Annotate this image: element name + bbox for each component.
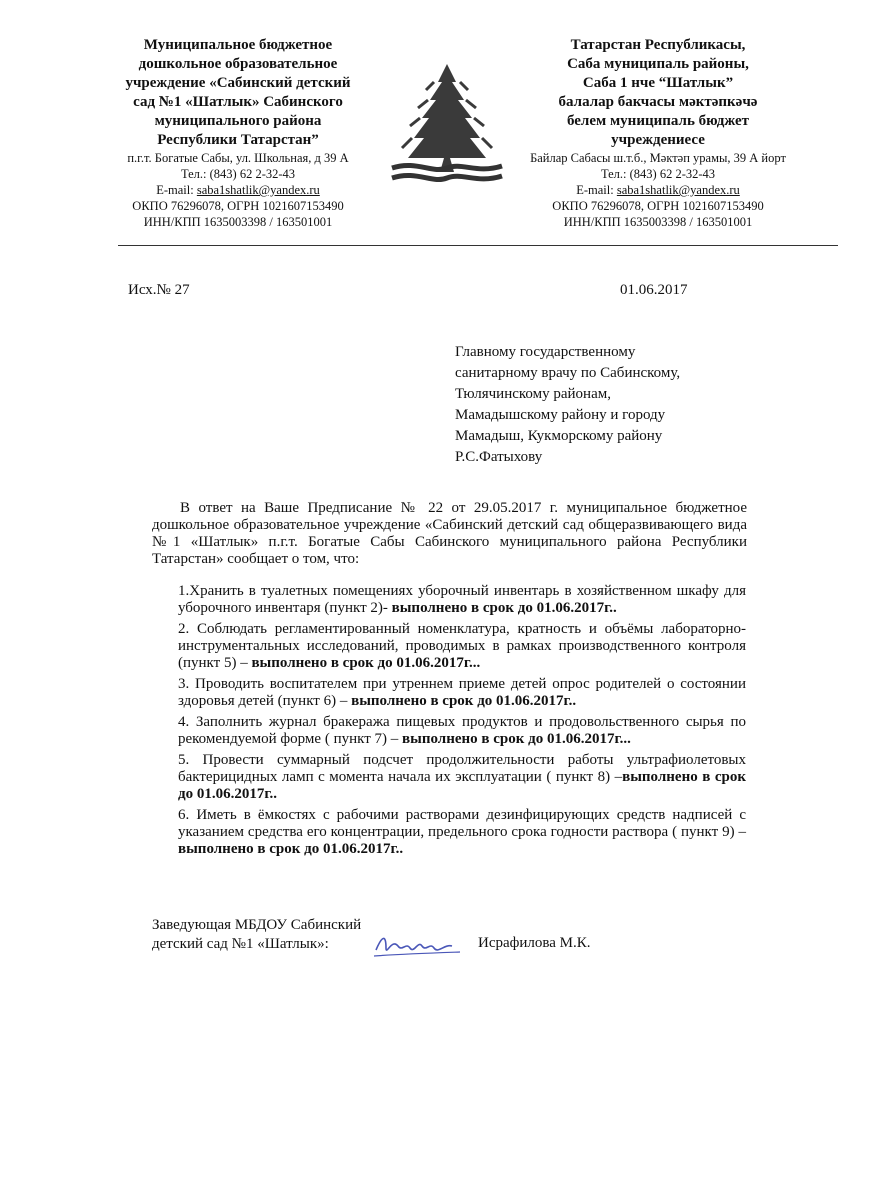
email-label: E-mail:	[156, 183, 197, 197]
addressee-line: Мамадышскому району и городу	[455, 407, 666, 423]
org-name-tt-line: Саба муниципаль районы,	[567, 56, 749, 72]
org-name-ru-line: Республики Татарстан”	[157, 132, 319, 148]
org-inn-tt: ИНН/КПП 1635003398 / 163501001	[563, 215, 753, 229]
signer-name: Исрафилова М.К.	[478, 935, 591, 951]
org-email-ru	[92, 182, 384, 198]
item-text: 2. Соблюдать регламентированный номенклатура, кратность и объёмы лабораторно- инструментальных исследований, проводимых в рамках производственного контроля (пункт 5) –	[178, 621, 746, 671]
item-text: 1.Хранить в туалетных помещениях уборочный инвентарь в хозяйственном шкафу для уборочного инвентаря (пункт 2)-	[178, 583, 746, 616]
org-name-ru-line: муниципального района	[154, 113, 322, 129]
addressee-block	[455, 342, 785, 468]
intro-text: В ответ на Ваше Предписание № 22 от 29.05.2017 г. муниципальное бюджетное дошкольное образовательное учреждение «Сабинский детский сад общеразвивающего вида №1 «Шатлык» п.г.т. Богатые Сабы Сабинского муниципального района Республики Татарстан» сообщает о том, что:	[152, 500, 747, 567]
list-item	[178, 752, 746, 803]
email-link[interactable]: saba1shatlik@yandex.ru	[196, 183, 320, 197]
org-name-ru-line: Муниципальное бюджетное	[143, 37, 333, 53]
list-item	[178, 807, 746, 858]
org-name-tt-line: Саба 1 нче “Шатлык”	[582, 75, 734, 91]
item-text: 3. Проводить воспитателем при утреннем приеме детей опрос родителей о состоянии здоровья детей (пункт 6) –	[178, 676, 746, 709]
outgoing-number: Исх.№ 27	[128, 282, 190, 298]
org-okpo-ru: ОКПО 76296078, ОГРН 1021607153490	[132, 199, 344, 213]
list-item	[178, 621, 746, 672]
signer-title: Заведующая МБДОУ Сабинский	[152, 917, 362, 933]
list-item	[178, 676, 746, 710]
header-left	[92, 36, 384, 230]
header-right	[508, 36, 808, 230]
item-text: 5. Провести суммарный подсчет продолжительности работы ультрафиолетовых бактерицидных ламп с момента начала их эксплуатации ( пункт 8) –	[178, 752, 746, 785]
org-inn-ru: ИНН/КПП 1635003398 / 163501001	[143, 215, 333, 229]
org-address-ru: п.г.т. Богатые Сабы, ул. Школьная, д 39 А	[127, 151, 349, 165]
tree-emblem-icon	[382, 60, 512, 190]
org-okpo-tt: ОКПО 76296078, ОГРН 1021607153490	[552, 199, 764, 213]
header-divider	[118, 245, 838, 246]
org-name-ru-line: учреждение «Сабинский детский	[125, 75, 351, 91]
org-name-tt-line: Татарстан Республикасы,	[570, 37, 746, 53]
list-item	[178, 714, 746, 748]
signer-org: детский сад №1 «Шатлык»:	[152, 936, 329, 952]
org-name-ru-line: дошкольное образовательное	[138, 56, 338, 72]
item-status: выполнено в срок до 01.06.2017г..	[178, 841, 404, 857]
list-item	[178, 583, 746, 617]
handwritten-signature-icon	[372, 928, 462, 964]
addressee-line: Р.С.Фатыхову	[455, 449, 543, 465]
document-date: 01.06.2017	[620, 282, 688, 298]
org-name-ru-line: сад №1 «Шатлык» Сабинского	[133, 94, 343, 110]
email-link[interactable]: saba1shatlik@yandex.ru	[616, 183, 740, 197]
org-name-tt-line: учреждениесе	[611, 132, 705, 148]
org-phone-ru: Тел.: (843) 62 2-32-43	[180, 167, 296, 181]
item-status: выполнено в срок до 01.06.2017г..	[351, 693, 577, 709]
org-email-tt	[508, 182, 808, 198]
addressee-line: санитарному врачу по Сабинскому,	[455, 365, 681, 381]
item-text: 6. Иметь в ёмкостях с рабочими растворами дезинфицирующих средств надписей с указанием средства его концентрации, предельного срока годности раствора ( пункт 9) –	[178, 807, 746, 840]
item-status: выполнено в срок до 01.06.2017г..	[178, 769, 746, 802]
intro-paragraph	[152, 500, 747, 568]
item-status: выполнено в срок до 01.06.2017г..	[391, 600, 617, 616]
item-text: 4. Заполнить журнал бракеража пищевых продуктов и продовольственного сырья по рекомендуемой форме ( пункт 7) –	[178, 714, 746, 747]
email-label: E-mail:	[576, 183, 617, 197]
org-name-tt-line: балалар бакчасы мәктәпкәчә	[558, 94, 758, 110]
items-list	[178, 583, 746, 862]
item-status: выполнено в срок до 01.06.2017г...	[251, 655, 481, 671]
org-name-tt-line: белем муниципаль бюджет	[566, 113, 750, 129]
addressee-line: Тюлячинскому районам,	[455, 386, 611, 402]
org-phone-tt: Тел.: (843) 62 2-32-43	[600, 167, 716, 181]
addressee-line: Мамадыш, Кукморскому району	[455, 428, 663, 444]
addressee-line: Главному государственному	[455, 344, 636, 360]
item-status: выполнено в срок до 01.06.2017г...	[402, 731, 631, 747]
org-address-tt: Байлар Сабасы ш.т.б., Мәктәп урамы, 39 А йорт	[530, 151, 786, 165]
